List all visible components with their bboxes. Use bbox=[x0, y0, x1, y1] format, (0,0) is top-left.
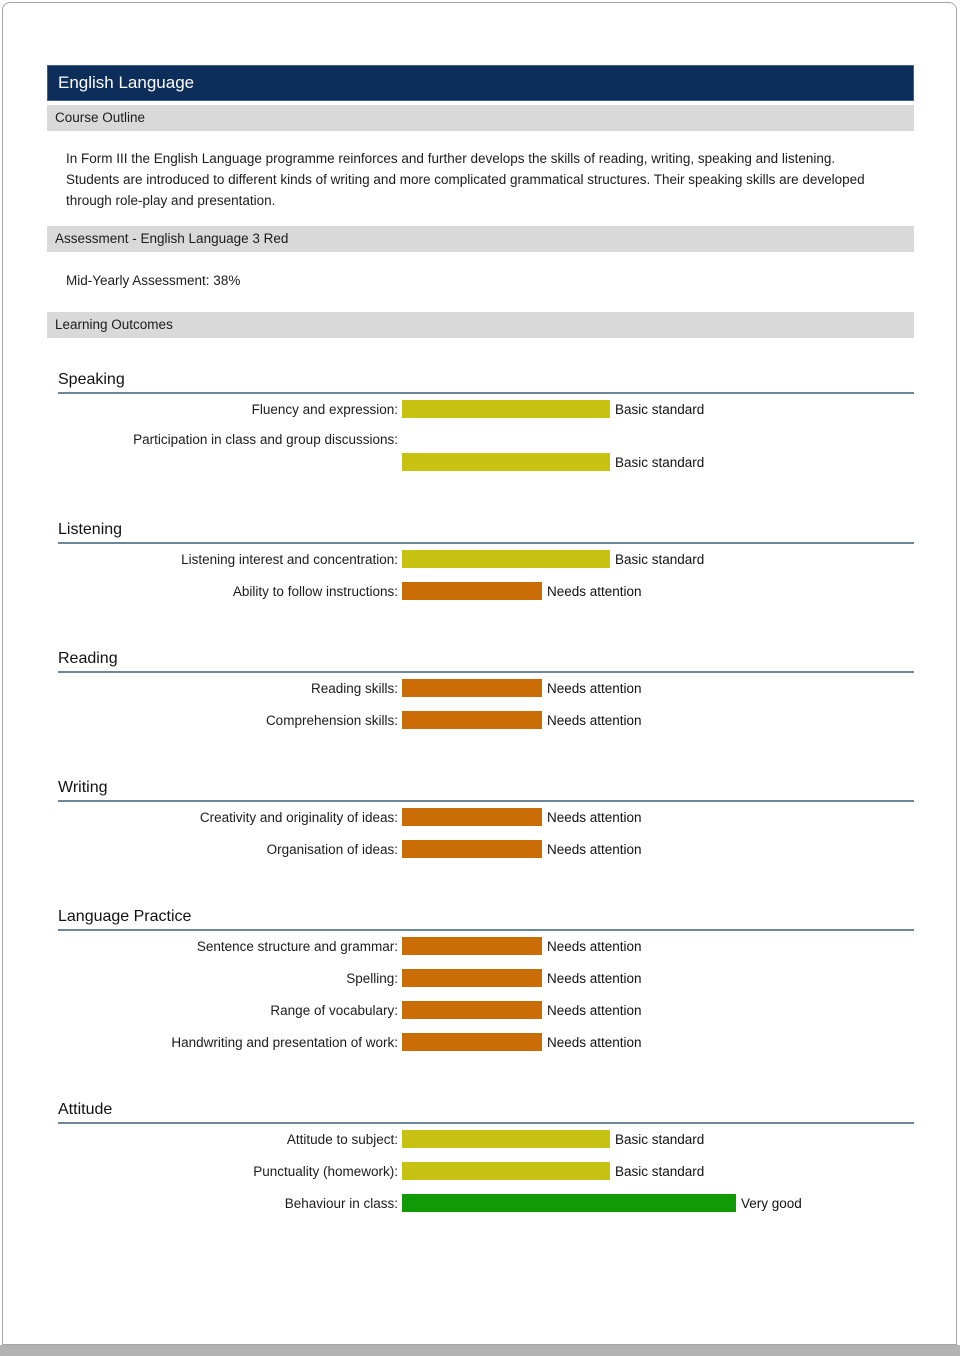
outcome-rows bbox=[58, 679, 914, 729]
outcome-row bbox=[58, 679, 914, 697]
outcome-row bbox=[58, 432, 914, 471]
rating-bar-group bbox=[402, 400, 704, 418]
outcome-label: Behaviour in class: bbox=[284, 1195, 398, 1211]
rating-label: Needs attention bbox=[547, 809, 642, 825]
outcome-row bbox=[58, 550, 914, 568]
rating-bar bbox=[402, 1033, 542, 1051]
outcome-label: Participation in class and group discussions: bbox=[133, 432, 398, 447]
outcome-label: Punctuality (homework): bbox=[253, 1163, 398, 1179]
rating-label: Needs attention bbox=[547, 841, 642, 857]
page-bottom-strip bbox=[0, 1345, 960, 1356]
rating-bar bbox=[402, 400, 610, 418]
rating-bar bbox=[402, 582, 542, 600]
section-title: Listening bbox=[58, 521, 914, 544]
rating-bar-group bbox=[402, 937, 642, 955]
rating-bar bbox=[402, 969, 542, 987]
rating-label: Basic standard bbox=[615, 551, 705, 567]
outcome-section bbox=[47, 908, 914, 1051]
outcome-section bbox=[47, 650, 914, 729]
rating-bar bbox=[402, 1130, 610, 1148]
rating-bar-group bbox=[402, 1130, 704, 1148]
outcome-section bbox=[47, 779, 914, 858]
learning-outcomes-sections bbox=[47, 371, 914, 1212]
outcome-row bbox=[58, 1130, 914, 1148]
outcome-row bbox=[58, 1001, 914, 1019]
rating-label: Needs attention bbox=[547, 1034, 642, 1050]
outcome-label: Attitude to subject: bbox=[286, 1131, 398, 1147]
outcome-row bbox=[58, 582, 914, 600]
outcome-label: Sentence structure and grammar: bbox=[196, 938, 398, 954]
assessment-result-text: Mid-Yearly Assessment: 38% bbox=[66, 273, 241, 288]
rating-bar-group bbox=[402, 1001, 642, 1019]
outcome-row bbox=[58, 711, 914, 729]
rating-bar-group bbox=[402, 1194, 802, 1212]
rating-bar-group bbox=[402, 679, 642, 697]
rating-label: Needs attention bbox=[547, 1002, 642, 1018]
outcome-row bbox=[58, 937, 914, 955]
rating-bar-group bbox=[402, 840, 642, 858]
section-title: Writing bbox=[58, 779, 914, 802]
outcome-label: Handwriting and presentation of work: bbox=[171, 1034, 398, 1050]
rating-bar bbox=[402, 453, 610, 471]
rating-bar bbox=[402, 711, 542, 729]
outcome-section bbox=[47, 1101, 914, 1212]
rating-bar bbox=[402, 1162, 610, 1180]
rating-label: Needs attention bbox=[547, 583, 642, 599]
outcome-label: Reading skills: bbox=[310, 680, 398, 696]
subject-header: English Language bbox=[47, 65, 914, 101]
outcome-label: Comprehension skills: bbox=[265, 712, 398, 728]
outcome-label: Spelling: bbox=[346, 970, 398, 986]
outcome-label: Creativity and originality of ideas: bbox=[199, 809, 398, 825]
outcome-label: Organisation of ideas: bbox=[266, 841, 398, 857]
outcome-label: Listening interest and concentration: bbox=[181, 551, 398, 567]
outcome-rows bbox=[58, 400, 914, 471]
assessment-header: Assessment - English Language 3 Red bbox=[47, 226, 914, 252]
rating-label: Needs attention bbox=[547, 712, 642, 728]
rating-bar-group bbox=[402, 711, 642, 729]
rating-bar bbox=[402, 550, 610, 568]
section-title: Language Practice bbox=[58, 908, 914, 931]
rating-label: Basic standard bbox=[615, 401, 705, 417]
outcome-label: Range of vocabulary: bbox=[270, 1002, 398, 1018]
rating-label: Needs attention bbox=[547, 680, 642, 696]
rating-bar bbox=[402, 1194, 736, 1212]
outcome-row bbox=[58, 1033, 914, 1051]
outcome-row bbox=[58, 400, 914, 418]
outcome-rows bbox=[58, 937, 914, 1051]
learning-outcomes-header: Learning Outcomes bbox=[47, 312, 914, 338]
section-title: Reading bbox=[58, 650, 914, 673]
rating-bar-group bbox=[402, 969, 642, 987]
rating-bar bbox=[402, 1001, 542, 1019]
rating-bar-group bbox=[402, 1162, 704, 1180]
rating-bar-group bbox=[402, 582, 642, 600]
outcome-label: Ability to follow instructions: bbox=[232, 583, 398, 599]
outcome-row bbox=[58, 969, 914, 987]
outcome-section bbox=[47, 521, 914, 600]
outcome-row bbox=[58, 1194, 914, 1212]
outcome-rows bbox=[58, 1130, 914, 1212]
rating-label: Basic standard bbox=[615, 1131, 705, 1147]
course-outline-header: Course Outline bbox=[47, 105, 914, 131]
rating-bar-group bbox=[402, 808, 642, 826]
rating-label: Needs attention bbox=[547, 938, 642, 954]
rating-bar bbox=[402, 840, 542, 858]
outcome-section bbox=[47, 371, 914, 471]
outcome-row bbox=[58, 840, 914, 858]
rating-bar-group bbox=[402, 453, 704, 471]
outcome-rows bbox=[58, 550, 914, 600]
rating-label: Very good bbox=[741, 1195, 802, 1211]
outcome-rows bbox=[58, 808, 914, 858]
rating-label: Needs attention bbox=[547, 970, 642, 986]
section-title: Attitude bbox=[58, 1101, 914, 1124]
rating-bar-group bbox=[402, 550, 704, 568]
report-content bbox=[47, 65, 914, 1212]
outcome-row bbox=[58, 808, 914, 826]
report-page bbox=[2, 2, 957, 1345]
rating-label: Basic standard bbox=[615, 454, 705, 470]
rating-label: Basic standard bbox=[615, 1163, 705, 1179]
outcome-label: Fluency and expression: bbox=[251, 401, 398, 417]
rating-bar bbox=[402, 679, 542, 697]
rating-bar bbox=[402, 937, 542, 955]
outcome-row bbox=[58, 1162, 914, 1180]
rating-bar-group bbox=[402, 1033, 642, 1051]
course-outline-text: In Form III the English Language programme reinforces and further develops the skills of reading, writing, speaking and listening. Students are introduced to different kinds of writing and more complicated grammatical structures. Their speaking skills are developed through role-play and presentation. bbox=[66, 151, 865, 208]
rating-bar bbox=[402, 808, 542, 826]
section-title: Speaking bbox=[58, 371, 914, 394]
